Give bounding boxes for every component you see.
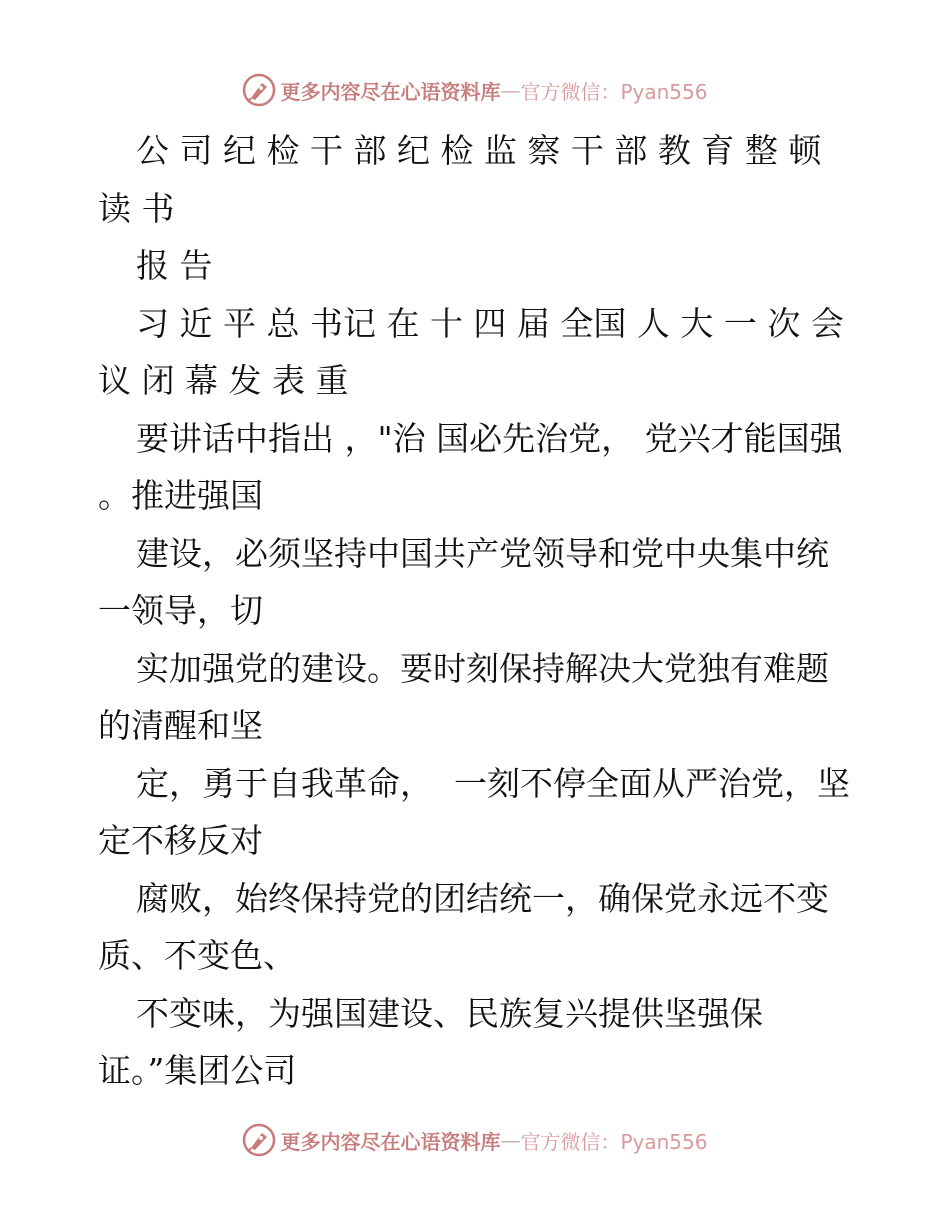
paragraph-title: 公 司 纪 检 干 部 纪 检 监 察 干 部 教 育 整 顿 读 书 [98,131,832,228]
watermark-text: 更多内容尽在心语资料库 [280,1129,501,1154]
paragraph-title-cont: 报 告 [136,246,213,285]
pen-nib-logo-icon [242,73,276,107]
paragraph: 实加强党的建设。要时刻保持解决大党独有难题的清醒和坚 [98,648,829,745]
watermark-banner-bottom [0,1120,950,1160]
paragraph: 定，勇于自我革命， 一刻不停全面从严治党，坚定不移反对 [98,763,850,860]
watermark-banner-top [0,70,950,110]
document-body [98,122,854,1100]
paragraph: 习 近 平 总 书记 在 十 四 届 全国 人 大 一 次 会议 闭 幕 发 表 重 [98,303,844,400]
watermark-separator: — [500,78,521,102]
paragraph: 建设，必须坚持中国共产党领导和党中央集中统一领导，切 [98,533,829,630]
paragraph: 要讲话中指出 ，"治 国必先治党， 党兴才能国强 。推进强国 [98,418,854,515]
watermark-separator: — [500,1128,521,1152]
watermark-wechat: 官方微信：Pyan556 [520,79,708,104]
pen-nib-logo-icon [242,1123,276,1157]
watermark-wechat: 官方微信：Pyan556 [520,1129,708,1154]
paragraph: 腐败，始终保持党的团结统一，确保党永远不变质、不变色、 [98,878,829,975]
paragraph: 不变味，为强国建设、民族复兴提供坚强保 证。”集团公司 [98,993,774,1090]
watermark-text: 更多内容尽在心语资料库 [280,79,501,104]
